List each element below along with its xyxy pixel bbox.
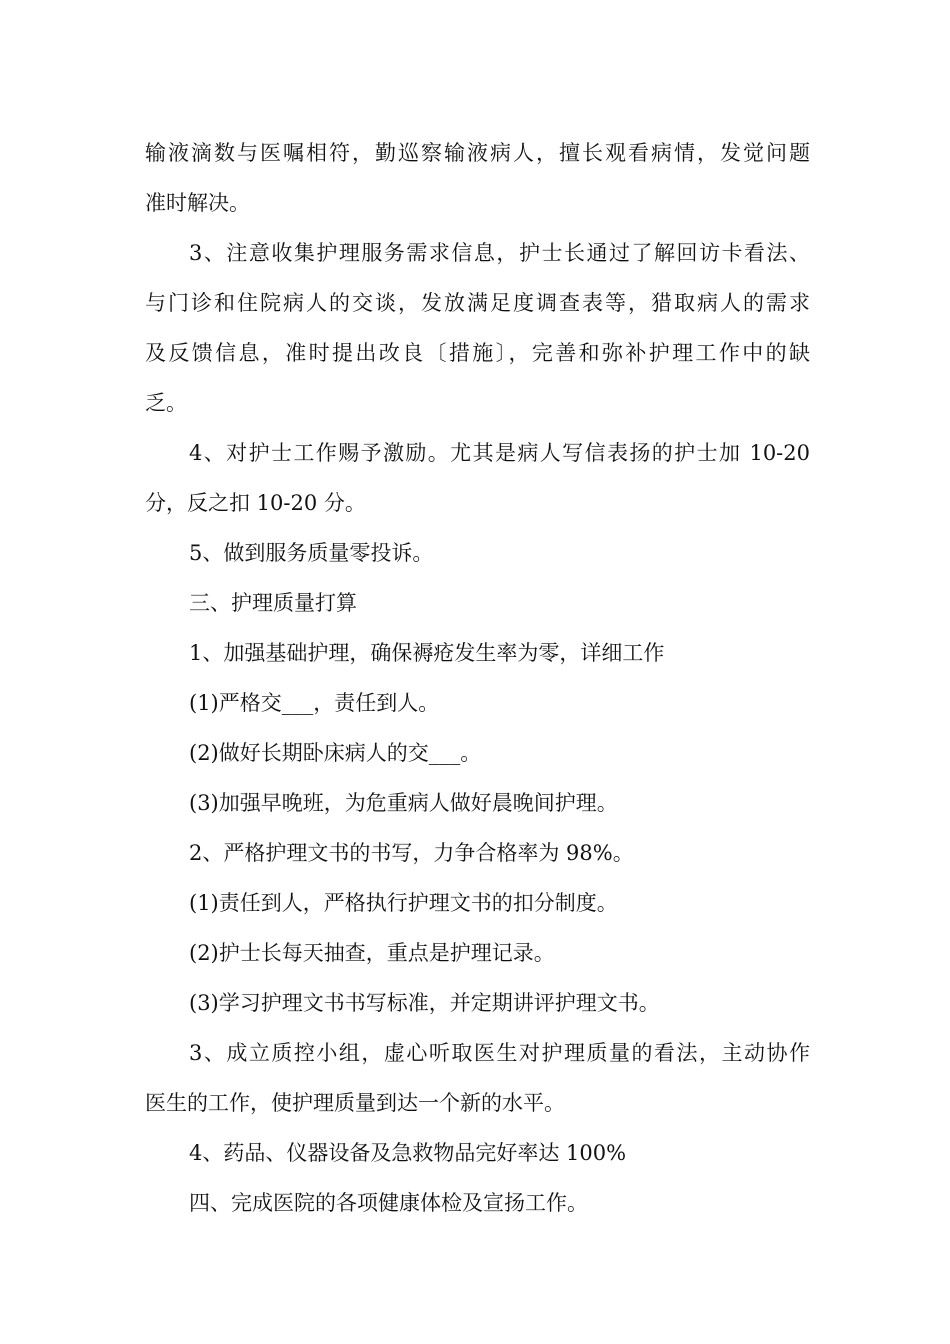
list-item: (1)严格交___，责任到人。 [189,691,440,715]
paragraph-line: 1、加强基础护理，确保褥疮发生率为零，详细工作 [189,641,665,665]
paragraph-line: 2、严格护理文书的书写，力争合格率为 98%。 [189,841,634,865]
paragraph-line: 乏。 [145,391,187,415]
paragraph-line: 4、对护士工作赐予激励。尤其是病人写信表扬的护士加 10-20 [189,441,810,465]
list-item: (2)做好长期卧床病人的交___。 [189,741,482,765]
list-item: (3)学习护理文书书写标准，并定期讲评护理文书。 [189,991,660,1015]
paragraph-line: 与门诊和住院病人的交谈，发放满足度调查表等，猎取病人的需求 [145,291,810,315]
document-body [145,128,810,1228]
section-heading: 四、完成医院的各项健康体检及宣扬工作。 [189,1191,588,1215]
paragraph-line: 分，反之扣 10-20 分。 [145,491,366,515]
paragraph-line: 准时解决。 [145,191,250,215]
paragraph-line: 5、做到服务质量零投诉。 [189,541,434,565]
list-item: (1)责任到人，严格执行护理文书的扣分制度。 [189,891,618,915]
paragraph-line: 及反馈信息，准时提出改良〔措施〕，完善和弥补护理工作中的缺 [145,341,810,365]
list-item: (2)护士长每天抽查，重点是护理记录。 [189,941,555,965]
paragraph-line: 3、注意收集护理服务需求信息，护士长通过了解回访卡看法、 [189,241,810,265]
paragraph-line: 医生的工作，使护理质量到达一个新的水平。 [145,1091,565,1115]
list-item: (3)加强早晚班，为危重病人做好晨晚间护理。 [189,791,618,815]
paragraph-line: 3、成立质控小组，虚心听取医生对护理质量的看法，主动协作 [189,1041,810,1065]
section-heading: 三、护理质量打算 [189,591,357,615]
paragraph-line: 输液滴数与医嘱相符，勤巡察输液病人，擅长观看病情，发觉问题 [145,141,810,165]
paragraph-line: 4、药品、仪器设备及急救物品完好率达 100% [189,1141,627,1165]
